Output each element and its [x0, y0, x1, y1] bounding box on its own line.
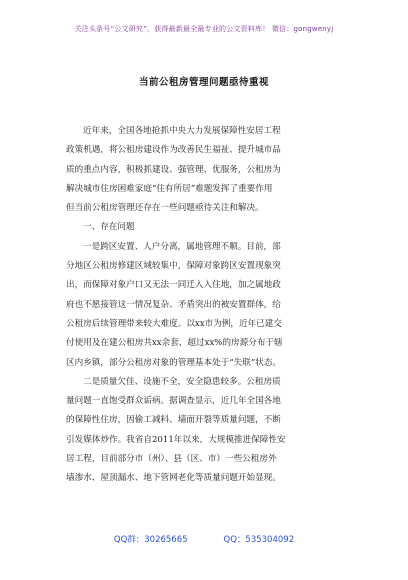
- paragraph-line: 但当前公租房管理还存在一些问题亟待关注和解决。: [66, 203, 264, 214]
- paragraph-line: 府也不愿接管这一情况复杂、矛盾突出的被安置群体，给: [66, 299, 281, 310]
- document-body: [66, 122, 346, 489]
- paragraph-line: 墙渗水、屋顶漏水、地下管网老化等质量问题开始显现。: [66, 473, 281, 484]
- qq-text: QQ：535304092: [223, 535, 295, 545]
- qq-group-text: QQ群：30265665: [113, 535, 188, 545]
- paragraph-line: 一是跨区安置、人户分离，属地管理不顺。目前，部: [83, 241, 281, 252]
- paragraph-line: 付使用及在建公租房共xx余套，超过xx%的房源分布于辖: [66, 338, 283, 349]
- paragraph-line: 量问题一直饱受群众诟病。据调查显示，近几年全国各地: [66, 396, 281, 407]
- paragraph-line: 分地区公租房修建区域较集中，保障对象跨区安置现象突: [66, 261, 281, 272]
- paragraph-line: 居工程，目前部分市（州）、县（区、市）一些公租房外: [66, 454, 277, 465]
- document-title: 当前公租房管理问题亟待重视: [138, 77, 269, 88]
- paragraph-line: 引发媒体炒作。我省自2011年以来，大规模推进保障性安: [66, 434, 286, 445]
- section-heading: 一、存在问题: [83, 222, 135, 233]
- paragraph-line: 质的重点内容，积极抓建设、强管理、优服务，公租房为: [66, 164, 281, 175]
- paragraph-line: 公租房后续管理带来较大难度。以xx市为例，近年已建交: [66, 318, 282, 329]
- promo-banner: 关注头条号“公文研究”，获得最新最全最专业的公文资料库！ 微信：gongwenyj: [74, 25, 334, 33]
- paragraph-line: 的保障性住房，因偷工减料、墙面开裂等质量问题，不断: [66, 415, 281, 426]
- paragraph-line: 区内乡镇，部分公租房对象的管理基本处于“失联”状态。: [66, 357, 282, 368]
- contact-footer: [0, 533, 408, 545]
- paragraph-line: 出，而保障对象户口又无法一同迁入入住地，加之属地政: [66, 280, 281, 291]
- paragraph-line: 解决城市住房困难家庭“住有所居”难题发挥了重要作用: [66, 183, 273, 194]
- paragraph-line: 政策机遇，将公租房建设作为改善民生福祉、提升城市品: [66, 145, 281, 156]
- paragraph-line: 二是质量欠佳、设施不全，安全隐患较多。公租房质: [83, 376, 281, 387]
- paragraph-line: 近年来，全国各地抢抓中央大力发展保障性安居工程: [83, 126, 281, 136]
